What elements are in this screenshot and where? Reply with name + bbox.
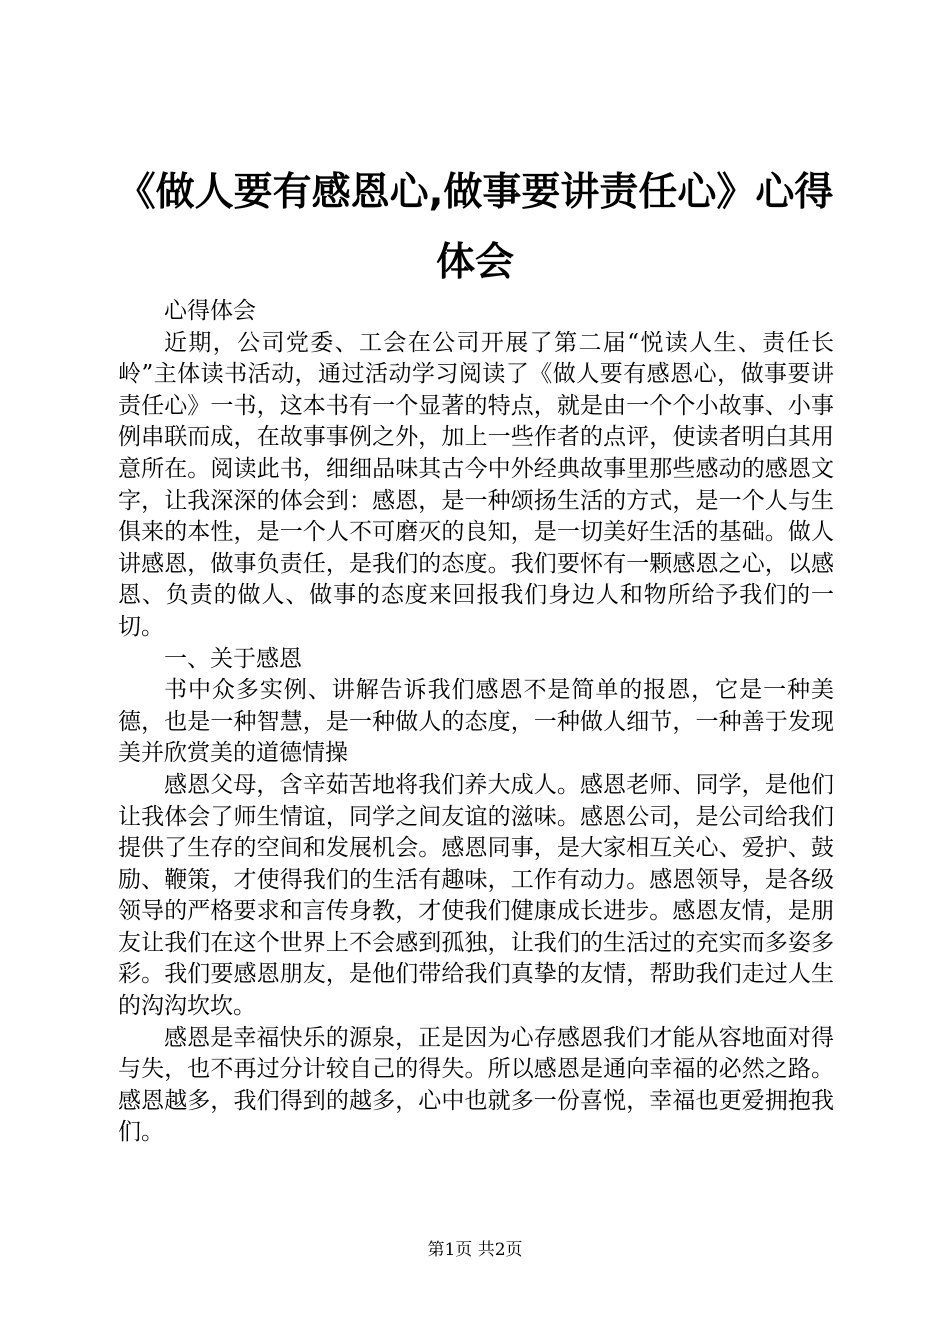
document-title: 《做人要有感恩心,做事要讲责任心》心得体会 bbox=[116, 170, 834, 285]
paragraph-gratitude-happiness: 感恩是幸福快乐的源泉，正是因为心存感恩我们才能从容地面对得与失，也不再过分计较自己的得失。所以感恩是通向幸福的必然之路。感恩越多，我们得到的越多，心中也就多一份喜悦，幸福也更爱拥抱我们。 bbox=[118, 1024, 834, 1146]
page-number-footer: 第1页 共2页 bbox=[427, 1240, 523, 1260]
paragraph-gratitude-examples: 感恩父母，含辛茹苦地将我们养大成人。感恩老师、同学，是他们让我体会了师生情谊，同学之间友谊的滋味。感恩公司，是公司给我们提供了生存的空间和发展机会。感恩同事，是大家相互关心、爱护、鼓励、鞭策，才使得我们的生活有趣味，工作有动力。感恩领导，是各级领导的严格要求和言传身教，才使我们健康成长进步。感恩友情，是朋友让我们在这个世界上不会感到孤独，让我们的生活过的充实而多姿多彩。我们要感恩朋友，是他们带给我们真挚的友情，帮助我们走过人生的沟沟坎坎。 bbox=[118, 771, 834, 1020]
document-body bbox=[118, 296, 834, 1149]
section-heading-reflection: 心得体会 bbox=[164, 298, 256, 324]
paragraph-gratitude-definition: 书中众多实例、讲解告诉我们感恩不是简单的报恩，它是一种美德，也是一种智慧，是一种做人的态度，一种做人细节，一种善于发现美并欣赏美的道德情操 bbox=[118, 677, 834, 767]
paragraph-introduction: 近期，公司党委、工会在公司开展了第二届“悦读人生、责任长岭”主体读书活动，通过活动学习阅读了《做人要有感恩心，做事要讲责任心》一书，这本书有一个显著的特点，就是由一个个小故事、小事例串联而成，在故事事例之外，加上一些作者的点评，使读者明白其用意所在。阅读此书，细细品味其古今中外经典故事里那些感动的感恩文字，让我深深的体会到：感恩，是一种颂扬生活的方式，是一个人与生俱来的本性，是一个人不可磨灭的良知，是一切美好生活的基础。做人讲感恩，做事负责任，是我们的态度。我们要怀有一颗感恩之心，以感恩、负责的做人、做事的态度来回报我们身边人和物所给予我们的一切。 bbox=[118, 329, 834, 640]
section-heading-gratitude: 一、关于感恩 bbox=[164, 645, 302, 672]
